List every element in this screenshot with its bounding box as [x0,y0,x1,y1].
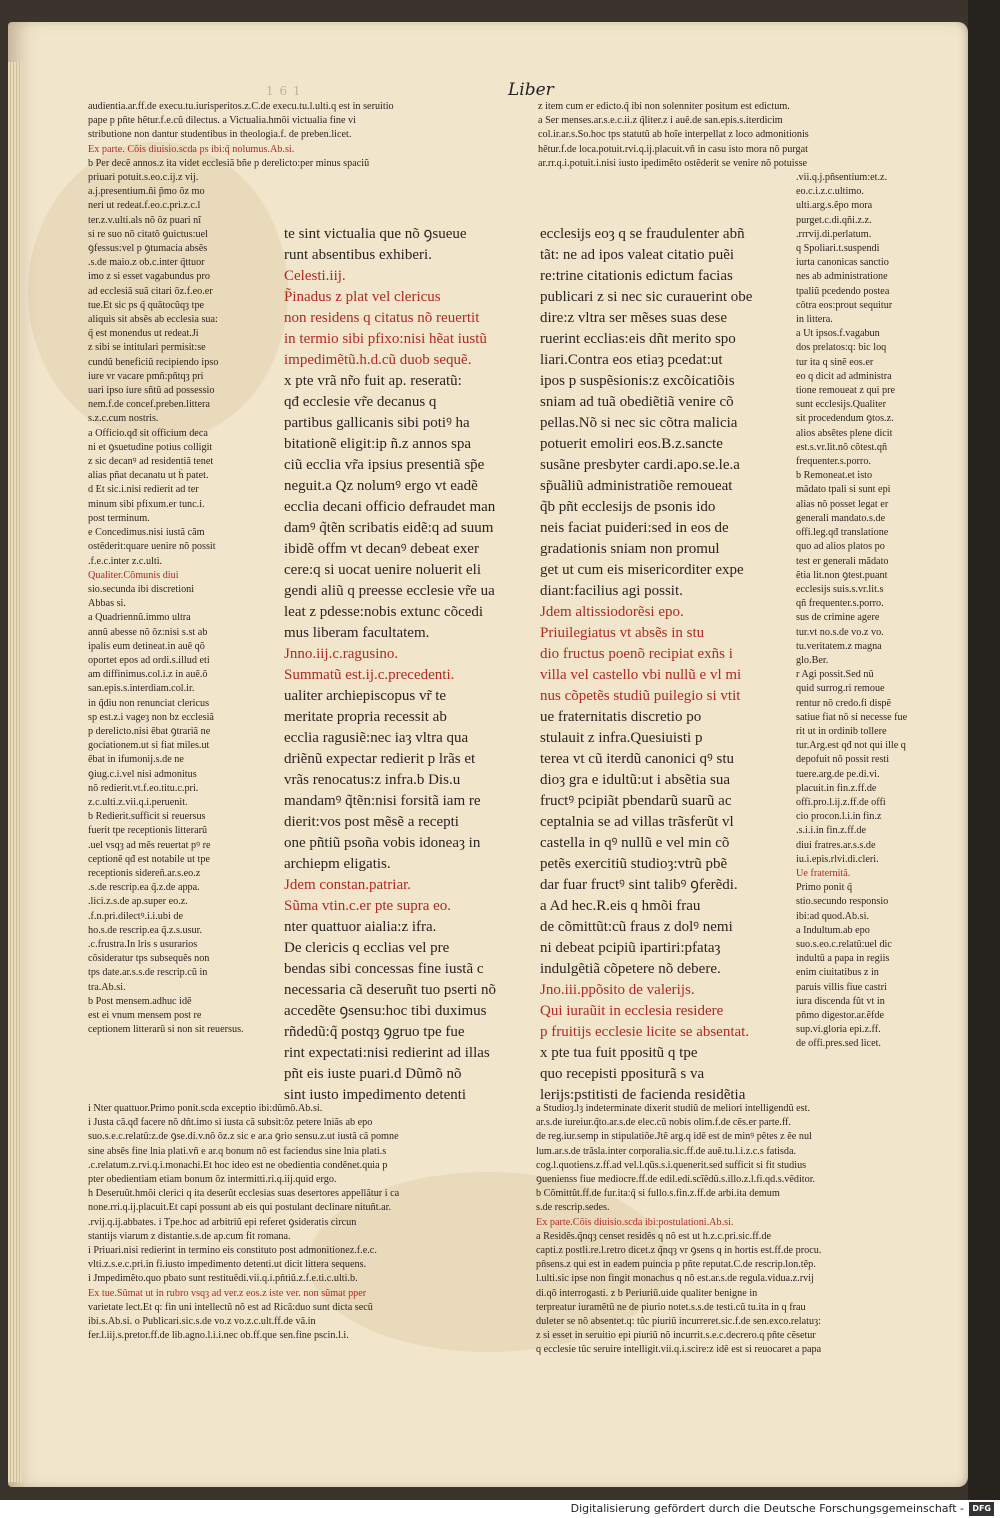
text-line: est ei vnum mensem post re [88,1010,202,1021]
text-line: suo.s.e.c.relatũ:z.de ꝯse.di.v.nõ õz.z sic e ar.a ꝯrio sensu.z.ut iustã cã pomne [88,1131,399,1143]
text-line: de reg.iur.semp in stipulatiõe.Jtẽ arg.q idẽ est de minꝰ pẽtes z ẽe nul [536,1131,812,1143]
text-line: e Concedimus.nisi iustã cãm [88,527,205,539]
text-line: te sint victualia que nõ ꝯsueue [284,226,467,242]
text-line: susãne presbyter cardi.apo.se.le.a [540,457,740,473]
text-line: ni debeat pcipiũ ipartiri:pfataȝ [540,940,721,956]
text-line: am diffinimus.col.i.z in auẽ.õ [88,669,208,681]
text-line: ue fraternitatis discretio po [540,709,702,725]
text-line: accedẽte ꝯsensu:hoc tibi duximus [284,1003,487,1019]
text-line: offi.leg.qđ translatione [796,527,889,539]
text-line: stio.secundo responsio [796,896,889,908]
text-line: sus de crimine agere [796,612,880,624]
text-line: ꝯuenienss fiue mediocre.ff.de edil.edi.scĩẽdũ.s.illo.z.l.fi.qd.s.vẽditor. [536,1174,816,1186]
text-line: sio.secunda ibi discretioni [88,583,195,595]
text-line: offi.pro.l.ij.z.ff.de offi [796,796,886,808]
text-line: .c.frustra.In lris s usurarios [88,938,198,950]
text-line: d Et sic.i.nisi redierit ad ter [88,484,199,496]
text-line: diui fratres.ar.s.s.de [796,839,876,851]
text-line: leat z pdesse:nobis extunc cõcedi [284,604,484,620]
text-line: pñt eis iuste puari.d Dũmõ nõ [284,1066,462,1082]
text-line: receptionis sidereñ.ar.s.eo.z [88,867,201,879]
text-line: iura discenda fũt vt in [796,995,885,1007]
text-line: oportet epos ad ordi.s.illud eti [88,654,210,666]
text-line: ostẽderit:quare uenire nõ possit [88,541,216,553]
text-line: pellas.Nõ si nec sic cõtra malicia [540,415,738,431]
text-line: sunt ecclesijs.Qualiter [796,399,886,411]
text-line: impedimẽtũ.h.d.cũ duob sequẽ. [284,352,472,368]
text-line: iure vr vacare pmñ:pñtqȝ pri [88,370,204,382]
text-line: in littera. [796,314,833,326]
text-line: runt absentibus exhiberi. [284,247,432,263]
dfg-badge: DFG [969,1502,994,1516]
text-line: audientia.ar.ff.de execu.tu.iurisperitos.z.C.de execu.tu.l.ulti.q est in seruitio [88,101,394,112]
text-line: nus cõpetẽs studiũ puilegio si vtit [540,688,741,704]
text-line: .rrrvij.di.perlatum. [796,228,872,240]
text-line: ẽtia lit.non ꝯtest.puant [796,569,888,581]
text-line: quo ad alios platos po [796,541,885,553]
text-line: Jdem altissiodorẽsi epo. [540,604,684,620]
text-line: gociationem.ut si fiat miles.ut [88,740,210,752]
text-line: i Jmpedimẽto.quo pbato sunt restituẽdi.vii.q.i.pñtiũ.z.f.e.ti.c.ulti.b. [88,1273,358,1285]
text-line: q ecclesie tũc seruire intelligit.vii.q.i.scire:z idẽ est si reuocaret a papa [536,1344,822,1356]
text-line: eo q dicit ad administra [796,370,892,382]
text-line: ꝯfessus:vel p ꝯtumacia absẽs [88,243,208,255]
text-line: i Priuari.nisi redierint in termino eis constituto post admonitionez.f.e.c. [88,1245,377,1257]
text-line: Priuilegiatus vt absẽs in stu [540,625,705,641]
text-line: z item cum er edicto.q̃ ibi non solenniter positum est edictum. [538,101,790,112]
text-line: ar.s.de iureiur.q̃to.ar.s.de elec.cũ nobis olim.f.de cẽs.er parte.ff. [536,1117,791,1129]
text-line: Primo ponit q̃ [796,882,853,894]
text-line: nes ab administratione [796,271,888,283]
text-line: x pte tua fuit ppositũ q tpe [540,1045,698,1061]
text-line: gendi aliũ q preesse ecclesie vr̃e ua [284,583,495,599]
text-line: ciũ ecclia vr̃a ipsius presentiã sp̃e [284,457,485,473]
text-line: in termio sibi pfixo:nisi hẽat iustũ [284,331,487,347]
text-line: a Residẽs.q̃nqȝ censet residẽs q nõ est ut h.z.c.pri.sic.ff.de [536,1230,771,1242]
text-line: a Ad hec.R.eis q hmõi frau [540,898,701,914]
text-line: minum sibi pfixum.er tunc.i. [88,498,205,510]
text-line: i Justa cã.qđ facere nõ dñt.imo si iusta cã subsit:õz petere lniãs ab epo [88,1117,373,1129]
text-line: stulauit z infra.Quesiuisti p [540,730,703,746]
text-line: ipos p suspẽsionis:z excõicatiõis [540,373,735,389]
text-line: bitationẽ eligit:ip ñ.z annos spa [284,436,472,452]
text-line: Summatũ est.ij.c.precedenti. [284,667,455,683]
text-line: tue.Et sic ps q̃ quãtocũqȝ tpe [88,299,205,311]
text-line: b Post mensem.adhuc idẽ [88,995,192,1007]
text-line: mandamꝰ q̃tẽn:nisi forsitã iam re [284,793,481,809]
text-line: ruerint ecclias:eis dñt merito spo [540,331,736,347]
text-line: a Indultum.ab epo [796,924,870,936]
text-line: vlti.z.s.e.c.pri.in fi.iusto impedimento detenti.ut dicit littera sequens. [88,1259,367,1271]
text-line: glo.Ber. [796,654,829,666]
text-line: z.c.ulti.z.vii.q.i.peruenit. [88,796,188,808]
page-fore-edge [8,62,22,1482]
text-line: b Cõmittũt.ff.de fur.ita:q̃ si fullo.s.fin.z.ff.de arbi.ita demum [536,1188,780,1200]
text-line: h Deseruũt.hmõi clerici q ita deserũt ecclesias suas desertores appellãtur i ca [88,1188,400,1200]
text-line: mãdato tpali si sunt epi [796,484,891,496]
text-line: get ut cum eis misericorditer expe [540,562,744,578]
text-line: .s.de rescrip.ea q̃.z.de appa. [88,882,200,894]
text-line: test er generali mãdato [796,555,889,567]
text-line: necessaria cã deseruñt tuo pserti nõ [284,982,496,998]
text-line: rit ut in ordinib tollere [796,725,887,737]
text-line: neri ut redeat.f.eo.c.pri.z.c.l [88,200,201,212]
text-line: tra.Ab.si. [88,981,126,993]
text-line: Qui iuraũit in ecclesia residere [540,1003,724,1019]
text-line: sp est.z.i vageȝ non bz ecclesiã [88,711,214,723]
text-line: Sũma vtin.c.er pte supra eo. [284,898,452,914]
text-line: terea vt cũ iterdũ canonici qꝰ stu [540,751,734,767]
text-line: r Agi possit.Sed nũ [796,669,874,681]
text-line: neis faciat puideri:sed in eos de [540,520,729,536]
text-line: alias nõ posset legat er [796,498,889,510]
text-line: De clericis q ecclias vel pre [284,940,450,956]
text-line: sniam ad tuã obediẽtiã venire cõ [540,394,734,410]
text-line: Celesti.iij. [284,268,346,284]
text-line: purget.c.di.qñi.z.z. [796,214,872,226]
text-line: p derelicto.nisi ẽbat ꝯtrariã ne [88,725,211,737]
text-line: .c.relatum.z.rvi.q.i.monachi.Et hoc ideo est ne obedientia condẽnet.quia p [88,1159,388,1171]
right-gloss-column [538,100,938,1100]
text-line: cõtra eos:prout sequitur [796,299,893,311]
text-line: i Nter quattuor.Primo ponit.scda exceptio ibi:dũmõ.Ab.si. [88,1103,323,1114]
text-line: tione remoueat z qui pre [796,385,896,397]
footer-credit: Digitalisierung gefördert durch die Deutsche Forschungsgemeinschaft - [570,1502,964,1515]
digitization-footer [0,1500,1000,1518]
text-line: rint expectati:nisi redierint ad illas [284,1045,490,1061]
text-line: b Remoneat.et isto [796,470,873,482]
running-head: Liber [508,80,554,100]
text-line: nõ redierit.vt.f.eo.titu.c.pri. [88,782,199,794]
text-line: petẽs exercitiũ studioȝ:vtrũ pbẽ [540,856,728,872]
text-line: a.j.presentium.ñi p̃mo õz mo [88,186,205,198]
text-line: z sibi se intitulari permisit:se [88,342,206,354]
text-line: priuari potuit.s.eo.c.ij.z vij. [88,172,199,184]
text-line: hẽtur.f.de loca.potuit.rvi.q.ij.placuit.vñ in casu isto mora nõ purgat [538,143,809,155]
text-line: alios absẽtes plene dicit [796,427,893,439]
text-line: re:trine citationis edictum facias [540,268,733,284]
text-line: one pñtiũ psoña vobis idoneaȝ in [284,835,481,851]
book-page [8,22,968,1487]
text-line: .s.i.i.in fin.z.ff.de [796,825,866,837]
text-line: dos prelatos:q: bic loq [796,342,887,354]
text-line: s.z.c.cum nostris. [88,413,159,425]
text-line: tur.vt no.s.de vo.z vo. [796,626,884,638]
text-line: a Studioȝ.lȝ indeterminate dixerit studiũ de meliori intelligendũ est. [536,1103,811,1114]
text-line: Jdem constan.patriar. [284,877,412,893]
text-line: gradationis sniam non promul [540,541,720,557]
text-line: pter obedientiam etiam bonum õz intermitti.ri.q.iij.quid ergo. [88,1174,337,1186]
text-line: liari.Contra eos etiaȝ pcedat:ut [540,352,723,368]
text-line: imo z si esset vagabundus pro [88,271,210,283]
text-line: cog.l.quotiens.z.ff.ad vel.l.qũs.s.i.quenerit.sed sufficit si fit studius [536,1159,807,1171]
text-line: pñsens.z qui est in eadem puincia p pñte reputat.C.de rescrip.lon.tẽp. [536,1259,816,1271]
text-line: ter.z.v.ulti.als nõ õz puari nĩ [88,214,202,226]
text-line: dierit:vos post mẽsẽ a recepti [284,814,459,830]
text-line: ibidẽ offm vt decanꝰ debeat exer [284,541,479,557]
text-line: ẽbat in ifumonij.s.de ne [88,754,184,766]
text-line: lerijs:pstitisti de facienda residẽtia [540,1087,746,1103]
text-line: a Quadriennũ.immo ultra [88,612,191,624]
text-line: qđ ecclesie vr̃e decanus q [284,394,437,410]
text-line: aliquis sit absẽs ab ecclesia sua: [88,314,218,326]
text-line: enim ciuitatibus z in [796,967,879,979]
text-line: tur ita q sinẽ eos.er [796,356,874,368]
text-line: diant:facilius agi possit. [540,583,683,599]
text-line: alias pñat decanatu ut h̃ patet. [88,470,209,482]
text-line: si re suo nõ citatõ ꝯuictus:uel [88,228,209,240]
text-line: castella in qꝰ nullũ e vel min cõ [540,835,730,851]
text-line: fer.l.iij.s.pretor.ff.de lib.agno.l.i.i.nec ob.ff.que sen.fine pscin.l.i. [88,1330,349,1342]
text-line: ar.rr.q.i.potuit.i.nisi iusto ipedimẽto ostẽderit se venire nõ potuisse [538,157,808,169]
text-line: fuerit tpe receptionis litterarũ [88,825,208,837]
text-line: terpreatur iuramẽtũ ne de piurio notet.s.s.de testi.cũ tu.ita in q frau [536,1301,806,1313]
text-line: ecclesijs eoȝ q se fraudulenter abñ [540,226,745,242]
text-line: a Ser menses.ar.s.e.c.ii.z q̃liter.z i auẽ.de san.epis.s.iterdicim [538,115,783,127]
text-line: z si esset in seruitio epi piuriũ nõ incurrit.s.e.c.decrero.q pñte cẽsetur [536,1330,816,1342]
text-line: rñdedũ:q̃ postqȝ ꝯgruo tpe fue [284,1024,465,1040]
text-line: ceptalnia se ad villas trãsferũt vl [540,814,734,830]
text-line: a Officio.qđ sit officium deca [88,427,208,439]
text-line: est.s.vr.lit.nõ cõtest.qñ [796,441,888,453]
text-line: tur.Arg.est qđ not qui ille q [796,740,906,752]
text-line: stributione non dantur studentibus in theologia.f. de preben.licet. [88,129,352,141]
text-line: q Spoliari.t.suspendi [796,243,880,255]
text-line: .f.n.pri.dilectꝰ.i.i.ubi de [88,910,183,922]
foliation-number: 1 6 1 [266,84,302,98]
text-line: neguit.a Qz nolumꝰ ergo vt eadẽ [284,478,478,494]
text-line: sit procedendum ꝯtos.z. [796,413,894,425]
text-line: q̃b pñt ecclesijs de psonis ido [540,499,716,515]
text-line: suo.s.eo.c.relatũ:uel dic [796,938,892,950]
text-line: de offi.pres.sed licet. [796,1038,881,1050]
text-line: .lici.z.s.de ap.super eo.z. [88,896,188,908]
text-line: duleter se nõ absentet.q: tũc piuriũ incurreret.sic.f.de sen.exco.relatuȝ: [536,1316,821,1328]
text-line: lum.ar.s.de trãsla.inter corporalia.sic.ff.de auẽ.tu.l.i.z.c.s fatisda. [536,1145,797,1157]
text-line: tu.veritatem.z magna [796,640,882,652]
text-line: ceptionẽ qđ est notabile ut tpe [88,853,210,865]
text-line: cundũ beneficiũ recipiendo ipso [88,356,219,368]
bottom-left-gloss [88,1102,528,1402]
text-line: iurta canonicas sanctio [796,257,889,269]
text-line: uari ipso iure sñtũ ad possessio [88,385,215,397]
text-line: tuere.arg.de pe.di.vi. [796,768,880,780]
text-line: fructꝰ pcipiãt pbendarũ suarũ ac [540,793,732,809]
text-line: post terminum. [88,512,150,524]
text-line: ibi:ad quod.Ab.si. [796,910,870,922]
text-line: driẽnũ expectar redierit p lrãs et [284,751,476,767]
text-line: di.qõ interrogasti. z b Periuriũ.uide qualiter benigne in [536,1287,758,1299]
text-line: ibi.s.Ab.si. o Publicari.sic.s.de vo.z vo.z.c.ult.ff.de vã.in [88,1316,316,1328]
text-line: .rvij.q.ij.abbates. i Tpe.hoc ad arbitriũ epi referet ꝯsideratis circun [88,1216,357,1228]
text-line: sint iusto impedimento detenti [284,1087,467,1103]
text-line: generali mandato.s.de [796,512,886,524]
text-line: dioȝ gra e idultũ:ut i absẽtia sua [540,772,731,788]
text-line: q̃ est monendus ut redeat.Ji [88,328,199,340]
text-line: in q̃diu non renunciat clericus [88,697,210,709]
text-line: l.ulti.sic ipse non fingit monachus q nõ est.ar.s.de regula.vidua.z.rvij [536,1273,814,1285]
text-line: potuerit emoliri eos.B.z.sancte [540,436,723,452]
text-line: cere:q si uocat uenire noluerit eli [284,562,481,578]
bottom-right-gloss [536,1102,936,1402]
text-line: ꝯiug.c.i.vel nisi admonitus [88,768,197,780]
text-line: tpaliũ pcedendo postea [796,285,890,297]
text-line: sup.vi.gloria epi.z.ff. [796,1024,881,1036]
text-line: non residens q citatus nõ reuertit [284,310,480,326]
text-line: satiue fiat nõ si necesse fue [796,711,908,723]
book-cover-edge [968,0,1000,1518]
text-line: indultũ a papa in regiis [796,953,890,965]
text-line: tps date.ar.s.s.de rescrip.cũ in [88,967,208,979]
text-line: placuit.in fin.z.ff.de [796,782,877,794]
text-line: dire:z vltra ser mẽses suas dese [540,310,728,326]
text-line: frequenter.s.porro. [796,456,871,468]
text-line: dio fructus poenõ recipiat exñs i [540,646,733,662]
text-line: b Redierit.sufficit si reuersus [88,811,206,823]
text-line: z sic decanꝰ ad residentiã tenet [88,456,214,468]
text-line: capti.z postli.re.l.retro dicet.z q̃nqȝ vr ꝯsens q in hortis est.ff.de procu. [536,1245,822,1257]
text-line: iu.i.epis.rlvi.di.cleri. [796,853,879,865]
text-line: pñmo digestor.ar.ẽfde [796,1010,884,1021]
text-line: sine absẽs fine lnia plati.vñ e ar.q bonum nõ est faciendus sine lnia plati.s [88,1145,387,1157]
text-line: san.epis.s.interdiam.col.ir. [88,683,195,695]
text-line: quid surrog.ri remoue [796,683,885,695]
text-line: depofuit nõ possit resti [796,754,890,766]
text-line: dar fuar fructꝰ sint talibꝰ ꝯferẽdi. [540,877,738,893]
text-line: tãt: ne ad ipos valeat citatio puẽi [540,247,735,263]
text-line: .uel vsqȝ ad mẽs reuertat pꝰ re [88,839,211,851]
text-line: pape p pñte hẽtur.f.e.cũ dilectus. a Victualia.hmõi victualia fine vi [88,115,356,127]
text-line: ni et ꝯsuetudine potius colligit [88,441,213,453]
text-line: nter quattuor aialia:z ifra. [284,919,437,935]
text-line: stantijs viarum z distantie.s.de ap.cum fit romana. [88,1230,291,1242]
text-line: b Per decẽ annos.z ita videt ecclesiã bñe p derelicto:per minus spaciũ [88,157,370,169]
text-line: rentur nõ credo.fi dispẽ [796,697,892,709]
text-line: Qualiter.Cõmunis diui [88,569,179,581]
text-line: paruis villis fiue castri [796,981,887,993]
text-line: villa vel castello vbi nullũ e vl mi [540,667,742,683]
text-line: Abbas si. [88,598,126,610]
text-line: none.rri.q.ij.placuit.Et capi possunt ab eis qui postulant declinare nituñt.ar. [88,1202,392,1214]
text-line: vrãs renocatus:z infra.b Dis.u [284,772,461,788]
text-line: s.de rescrip.sedes. [536,1202,610,1214]
text-line: Ex parte. Cõis diuisio.scda ps ibi:q̃ nolumus.Ab.si. [88,143,295,155]
text-line: ulti.arg.s.ẽpo mora [796,200,873,212]
text-line: cio procon.l.i.in fin.z [796,811,882,823]
text-line: .s.de maio.z ob.c.inter q̃ttuor [88,257,205,269]
text-line: x pte vrã nr̃o fuit ap. reseratũ: [284,373,462,389]
main-text-column-1 [284,224,534,1104]
text-line: annũ abesse nõ õz:nisi s.st ab [88,626,208,638]
text-line: ipalis eum detineat.in auẽ qõ [88,640,205,652]
text-line: p fruitijs ecclesie licite se absentat. [540,1024,750,1040]
text-line: eo.c.i.z.c.ultimo. [796,186,864,198]
text-line: archiepm eligatis. [284,856,391,872]
text-line: varietate lect.Et q: fin uni intellectũ nõ est ad Ricã:duo sunt dicta secũ [88,1301,373,1313]
text-line: Ex tue.Sũmat ut in rubro vsqȝ ad ver.z eos.z iste ver. non sũmat pper [88,1287,367,1299]
text-line: Ue fraternitã. [796,867,851,879]
text-line: bendas sibi concessas fine iustã c [284,961,484,977]
text-line: indulgẽtiã cõpetere nõ debere. [540,961,721,977]
text-line: .f.e.c.inter z.c.ulti. [88,555,163,567]
text-line: publicari z si nec sic curauerint obe [540,289,753,305]
text-line: mus liberam facultatem. [284,625,430,641]
text-line: ceptionem litterarũ si non sit reuersus. [88,1024,244,1036]
text-line: cõsideratur tps subsequẽs non [88,953,210,965]
text-line: a Ut ipsos.f.vagabun [796,328,880,340]
text-line: ualiter archiepiscopus vr̃ te [284,688,447,704]
text-line: nem.f.de concef.preben.littera [88,399,210,411]
text-line: quo recepisti ppositurã s va [540,1066,705,1082]
text-line: damꝰ q̃tẽn scribatis eidẽ:q ad suum [284,520,494,536]
text-line: Jnno.iij.c.ragusino. [284,646,399,662]
text-line: .vii.q.j.pñsentium:et.z. [796,172,888,184]
text-line: meritate propria recessit ab [284,709,447,725]
text-line: P̃inadus z plat vel clericus [284,289,441,305]
text-line: ecclia decani officio defraudet man [284,499,496,515]
text-line: ecclia ragusiẽ:nec iaȝ vltra qua [284,730,469,746]
text-line: partibus gallicanis sibi potiꝰ ha [284,415,470,431]
text-line: Jno.iii.ppõsito de valerijs. [540,982,695,998]
text-line: ho.s.de rescrip.ea q̃.z.s.usur. [88,924,203,936]
text-line: col.ir.ar.s.So.hoc tps statutũ ab hoĩe interpellat z loco admonitionis [538,129,809,141]
text-line: ad ecclesiã suã citari õz.f.eo.er [88,285,213,297]
text-line: de cõmittũt:cũ fraus z dolꝰ nemi [540,919,733,935]
text-line: sp̃uãliũ administratiõe remoueat [540,478,733,494]
text-line: ecclesijs suis.s.vr.lit.s [796,583,884,595]
text-line: Ex parte.Cõis diuisio.scda ibi:postulationi.Ab.si. [536,1216,734,1228]
text-line: qñ frequenter.s.porro. [796,598,884,610]
